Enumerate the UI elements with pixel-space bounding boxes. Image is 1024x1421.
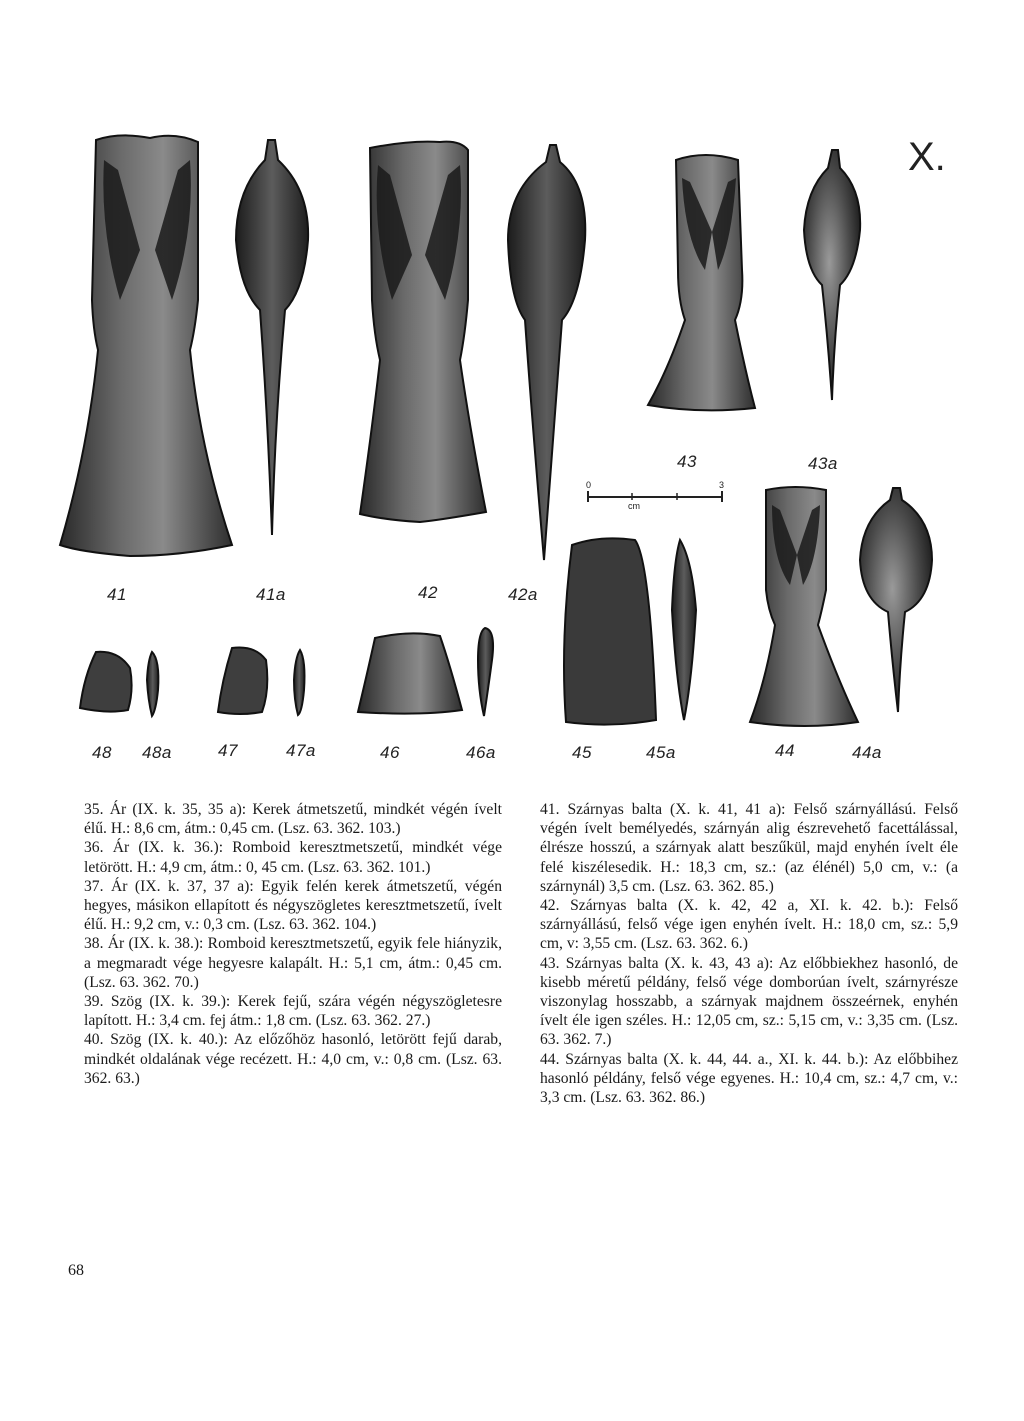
catalog-entry-43: 43. Szárnyas balta (X. k. 43, 43 a): Az előbbiekhez hasonló, de kisebb méretű példány, felső vége domborúan ívelt, szárnyrésze viszonylag hosszabb, a szárnyak majdnem összeérnek, enyhén ívelt éle igen széles. H.: 12,05 cm, sz.: 5,15 cm, v.: 3,35 cm. (Lsz. 63. 362. 7.) [540,954,958,1049]
figure-label-48a: 48a [142,743,172,762]
figure-label-44a: 44a [852,743,882,762]
figure-label-45a: 45a [646,743,676,762]
scale-start-label: 0 [586,480,592,490]
fragment-48-side [147,652,158,716]
catalog-entry-39: 39. Szög (IX. k. 39.): Kerek fejű, szára végén négyszögletesre lapított. H.: 3,4 cm. fej átm.: 1,8 cm. (Lsz. 63. 362. 27.) [84,993,502,1030]
catalog-entry-38: 38. Ár (IX. k. 38.): Romboid keresztmetszetű, egyik fele hiányzik, a megmaradt vége hegyesre kalapált. H.: 5,1 cm, átm.: 0,45 cm. (Lsz. 63. 362. 70.) [84,935,502,991]
figure-label-41a: 41a [256,585,286,604]
catalog-entry-35: 35. Ár (IX. k. 35, 35 a): Kerek átmetszetű, mindkét végén ívelt élű. H.: 8,6 cm, átm.: 0,45 cm. (Lsz. 63. 362. 103.) [84,801,502,838]
figure-label-48: 48 [92,743,112,762]
catalog-entry-37: 37. Ár (IX. k. 37, 37 a): Egyik felén kerek átmetszetű, végén hegyes, másikon ellapított és négyszögletes keresztmetszetű, ívelt élű. H.: 9,2 cm, v.: 0,3 cm. (Lsz. 63. 362. 104.) [84,877,502,934]
axe-43-side [804,150,860,400]
scale-bar [588,491,722,502]
figure-label-43a: 43a [808,454,838,473]
figure-label-42a: 42a [508,585,538,604]
fragment-47-side [294,650,305,715]
fragment-45-side [672,540,696,720]
figure-label-44: 44 [775,741,795,760]
figure-label-42: 42 [418,583,438,602]
figure-label-41: 41 [107,585,127,604]
page-number: 68 [68,1262,84,1279]
axe-44-side [860,488,932,712]
axe-43-front [648,155,755,410]
axe-42-side [508,145,585,560]
fragment-46 [358,628,493,716]
axe-41-front [60,135,232,556]
scale-unit-label: cm [628,501,640,511]
catalog-entry-44: 44. Szárnyas balta (X. k. 44, 44. a., XI. k. 44. b.): Az előbbihez hasonló példány, felső vége egyenes. H.: 10,4 cm, sz.: 4,7 cm, v.: 3,3 cm. (Lsz. 63. 362. 86.) [540,1050,958,1107]
figure-label-43: 43 [677,452,697,471]
catalog-column-right [540,800,958,1107]
axe-41-side [236,140,308,535]
catalog-entry-36: 36. Ár (IX. k. 36.): Romboid keresztmetszetű, mindkét vége letörött. H.: 4,9 cm, átm.: 0, 45 cm. (Lsz. 63. 362. 101.) [84,839,502,876]
fragment-48 [80,652,158,716]
figure-label-47: 47 [218,741,238,760]
axe-42-front [360,142,486,522]
fragment-45 [564,538,696,724]
catalog-entry-41: 41. Szárnyas balta (X. k. 41, 41 a): Felső szárnyállású. Felső végén ívelt bemélyedés, szárnyán alig észrevehető facettálással, élrésze hosszú, a szárnyak alatt beszűkül, majd enyhén ívelt éle felé kiszélesedik. H.: 18,3 cm, sz.: (az élénél) 5,0 cm, v.: (a szárnynál) 3,5 cm. (Lsz. 63. 362. 85.) [540,801,958,895]
fragment-47 [218,648,305,716]
catalog-entry-42: 42. Szárnyas balta (X. k. 42, 42 a, XI. k. 42. b.): Felső szárnyállású, felső vége igen enyhén ívelt. H.: 18,0 cm, sz.: 5,9 cm, v: 3,55 cm. (Lsz. 63. 362. 6.) [540,897,958,953]
catalog-entry-40: 40. Szög (IX. k. 40.): Az előzőhöz hasonló, letörött fejű darab, mindkét oldalának vége recézett. H.: 4,0 cm, v.: 0,8 cm. (Lsz. 63. 362. 63.) [84,1031,502,1087]
figure-label-45: 45 [572,743,592,762]
fragment-46-side [478,628,493,716]
scale-end-label: 3 [719,480,725,490]
axe-44-front [750,487,858,726]
catalog-column-left [84,800,502,1088]
plate-number: X. [908,135,946,179]
figure-label-47a: 47a [286,741,316,760]
figure-label-46: 46 [380,743,400,762]
figure-label-46a: 46a [466,743,496,762]
